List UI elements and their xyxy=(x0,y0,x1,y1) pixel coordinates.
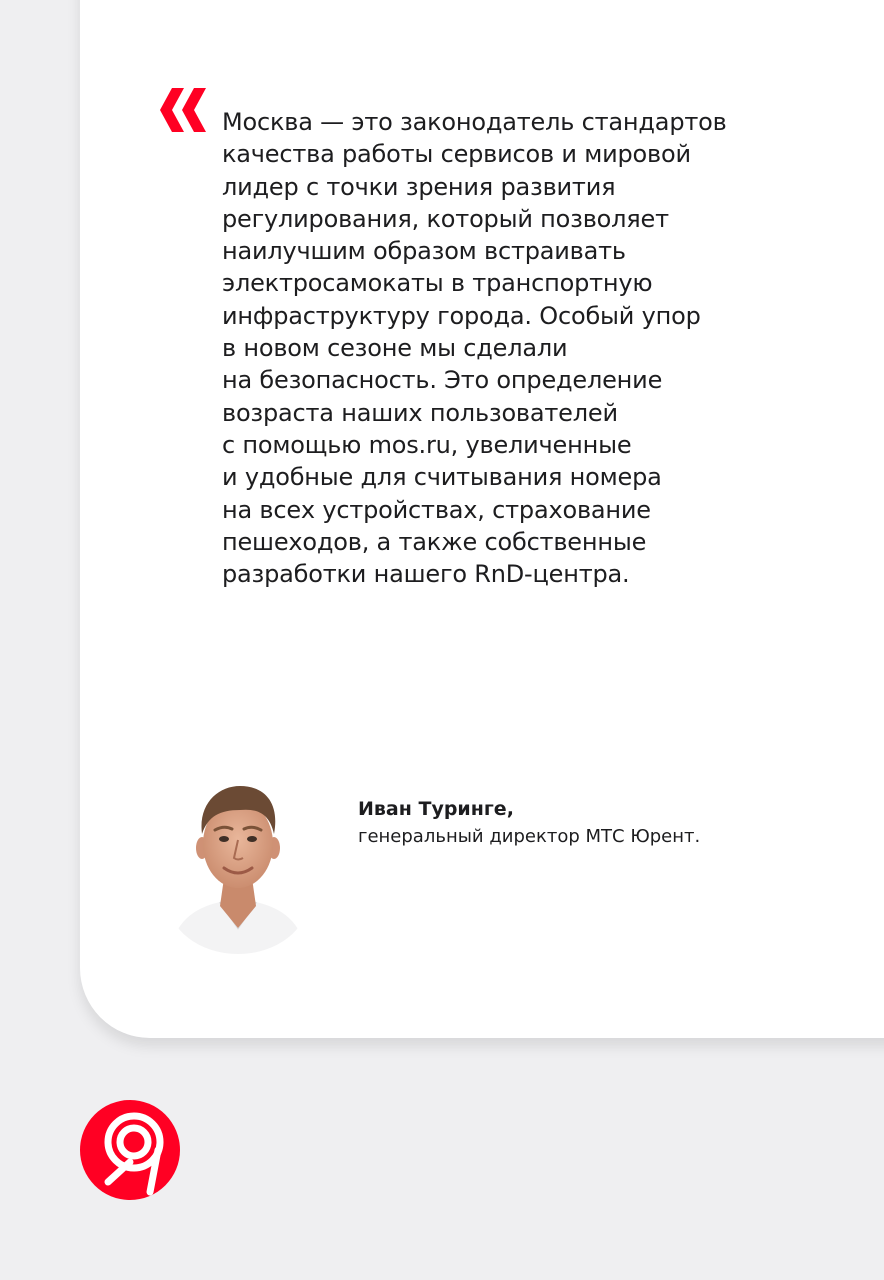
quote-line: качества работы сервисов и мировой xyxy=(222,140,691,169)
quote-line: на всех устройствах, страхование xyxy=(222,495,651,524)
quote-text xyxy=(222,106,782,590)
quote-line: возраста наших пользователей xyxy=(222,398,618,427)
author-name: Иван Туринге, xyxy=(358,798,514,820)
author-avatar xyxy=(168,782,308,954)
quote-line: на безопасность. Это определение xyxy=(222,366,663,395)
quote-line: лидер с точки зрения развития xyxy=(222,172,616,201)
quote-line: регулирования, который позволяет xyxy=(222,204,669,233)
quote-line: электросамокаты в транспортную xyxy=(222,269,653,298)
quote-line: с помощью mos.ru, увеличенные xyxy=(222,430,632,459)
quote-line: наилучшим образом встраивать xyxy=(222,237,626,266)
quote-line: Москва — это законодатель стандартов xyxy=(222,108,727,136)
quote-line: пешеходов, а также собственные xyxy=(222,527,647,556)
mts-urent-logo-icon xyxy=(80,1100,180,1200)
quote-line: инфраструктуру города. Особый упор xyxy=(222,301,701,330)
quote-line: в новом сезоне мы сделали xyxy=(222,334,568,363)
quote-line: и удобные для считывания номера xyxy=(222,463,662,492)
author-role: генеральный директор МТС Юрент. xyxy=(358,826,701,847)
quote-line: разработки нашего RnD-центра. xyxy=(222,560,630,589)
quote-open-icon xyxy=(160,88,208,132)
